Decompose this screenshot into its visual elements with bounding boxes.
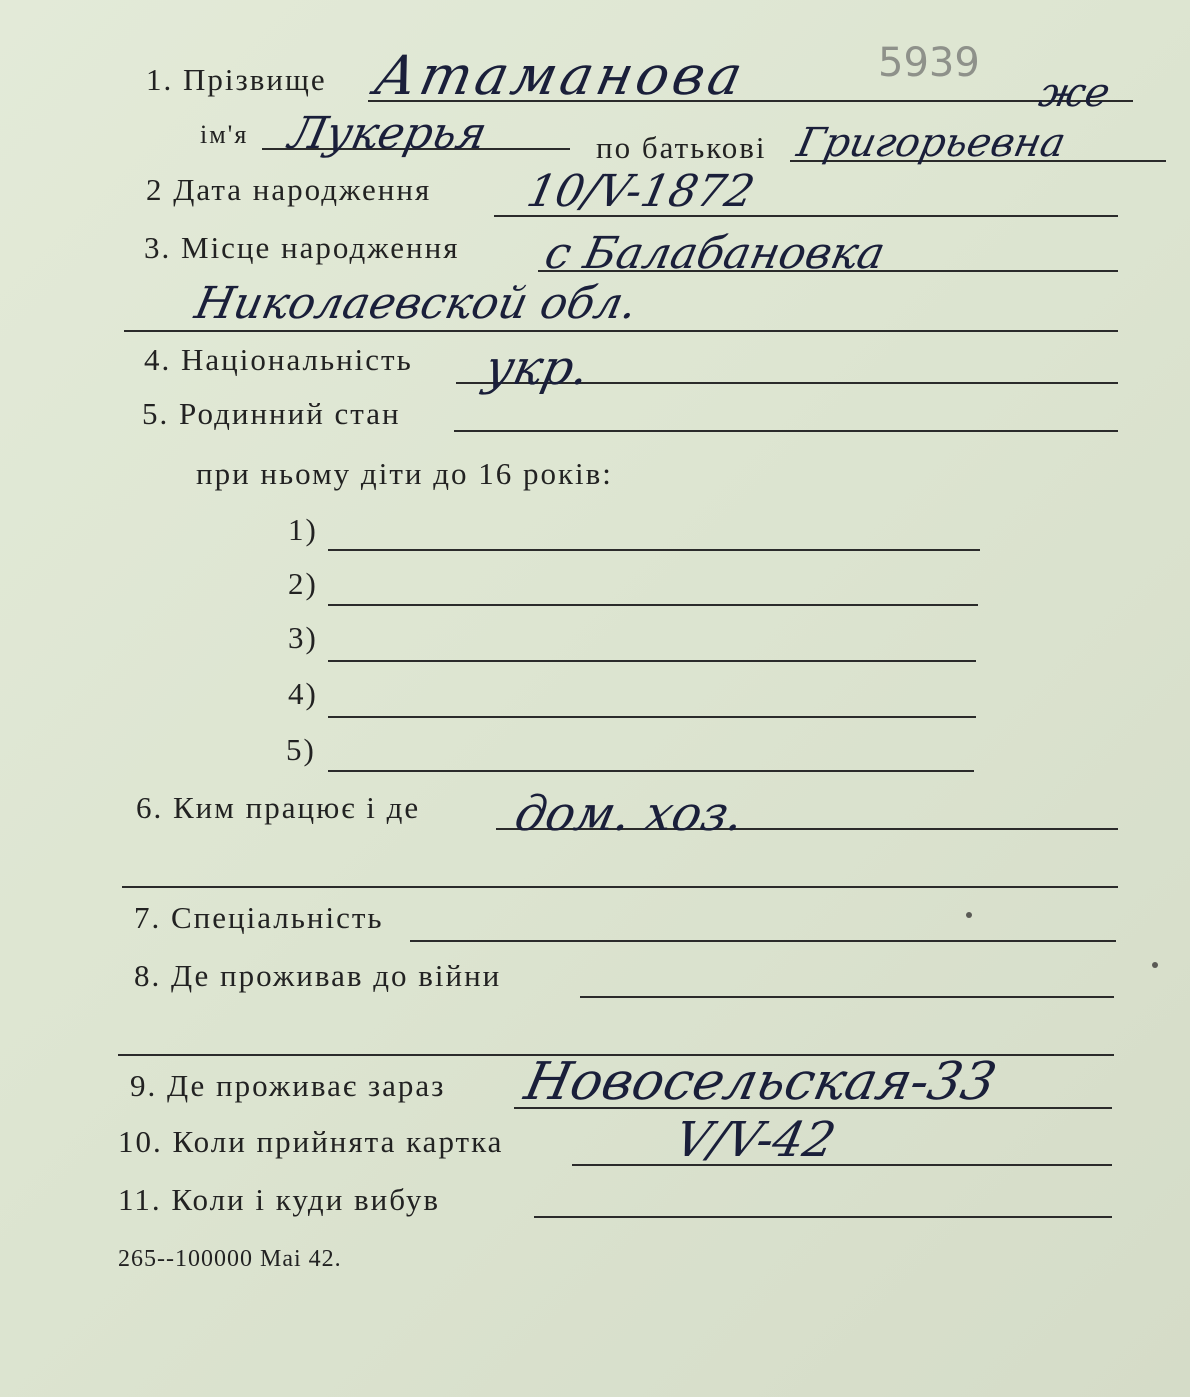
current-label: 9. Де проживає зараз — [130, 1068, 446, 1103]
nationality-value: укр. — [480, 340, 595, 396]
specialty-label: 7. Спеціальність — [134, 900, 384, 935]
print-run-footer: 265--100000 Mai 42. — [118, 1246, 342, 1272]
child-3-line — [328, 660, 976, 662]
child-1-label: 1) — [288, 512, 318, 547]
child-3-label: 3) — [288, 620, 318, 655]
child-4-line — [328, 716, 976, 718]
child-5-line — [328, 770, 974, 772]
birthplace-label: 3. Місце народження — [144, 230, 460, 265]
work-label: 6. Ким працює і де — [136, 790, 421, 825]
child-5-label: 5) — [286, 732, 316, 767]
child-2-label: 2) — [288, 566, 318, 601]
birthplace-line-2 — [124, 330, 1118, 332]
marital-line — [454, 430, 1118, 432]
surname-value: Атаманова — [369, 44, 752, 107]
accepted-value: V/V-42 — [670, 1112, 841, 1168]
patronymic-value: Григорьевна — [793, 120, 1070, 166]
work-value: дом. хоз. — [510, 786, 749, 842]
paper-mark — [966, 912, 972, 918]
nationality-label: 4. Національність — [144, 342, 413, 377]
surname-label: 1. Прізвище — [146, 62, 327, 97]
name-value: Лукерья — [284, 108, 492, 159]
patronymic-label: по батькові — [596, 130, 767, 165]
surname-suffix-value: же — [1035, 70, 1115, 116]
left-line — [534, 1216, 1112, 1218]
left-label: 11. Коли і куди вибув — [118, 1182, 440, 1217]
record-number: 5939 — [878, 40, 980, 86]
prewar-label: 8. Де проживав до війни — [134, 958, 502, 993]
birthdate-label: 2 Дата народження — [146, 172, 432, 207]
paper-mark — [1152, 962, 1158, 968]
child-4-label: 4) — [288, 676, 318, 711]
accepted-label: 10. Коли прийнята картка — [118, 1124, 504, 1159]
specialty-line — [410, 940, 1116, 942]
current-value: Новосельская-33 — [519, 1052, 1002, 1112]
birthplace-value-1: с Балабановка — [540, 228, 890, 279]
birthplace-value-2: Николаевской обл. — [190, 278, 642, 329]
marital-label: 5. Родинний стан — [142, 396, 401, 431]
accepted-line — [572, 1164, 1112, 1166]
children-label: при ньому діти до 16 років: — [196, 456, 613, 491]
name-label: ім'я — [200, 120, 249, 149]
child-1-line — [328, 549, 980, 551]
work-line-2 — [122, 886, 1118, 888]
child-2-line — [328, 604, 978, 606]
birthdate-value: 10/V-1872 — [522, 166, 759, 217]
prewar-line-1 — [580, 996, 1114, 998]
